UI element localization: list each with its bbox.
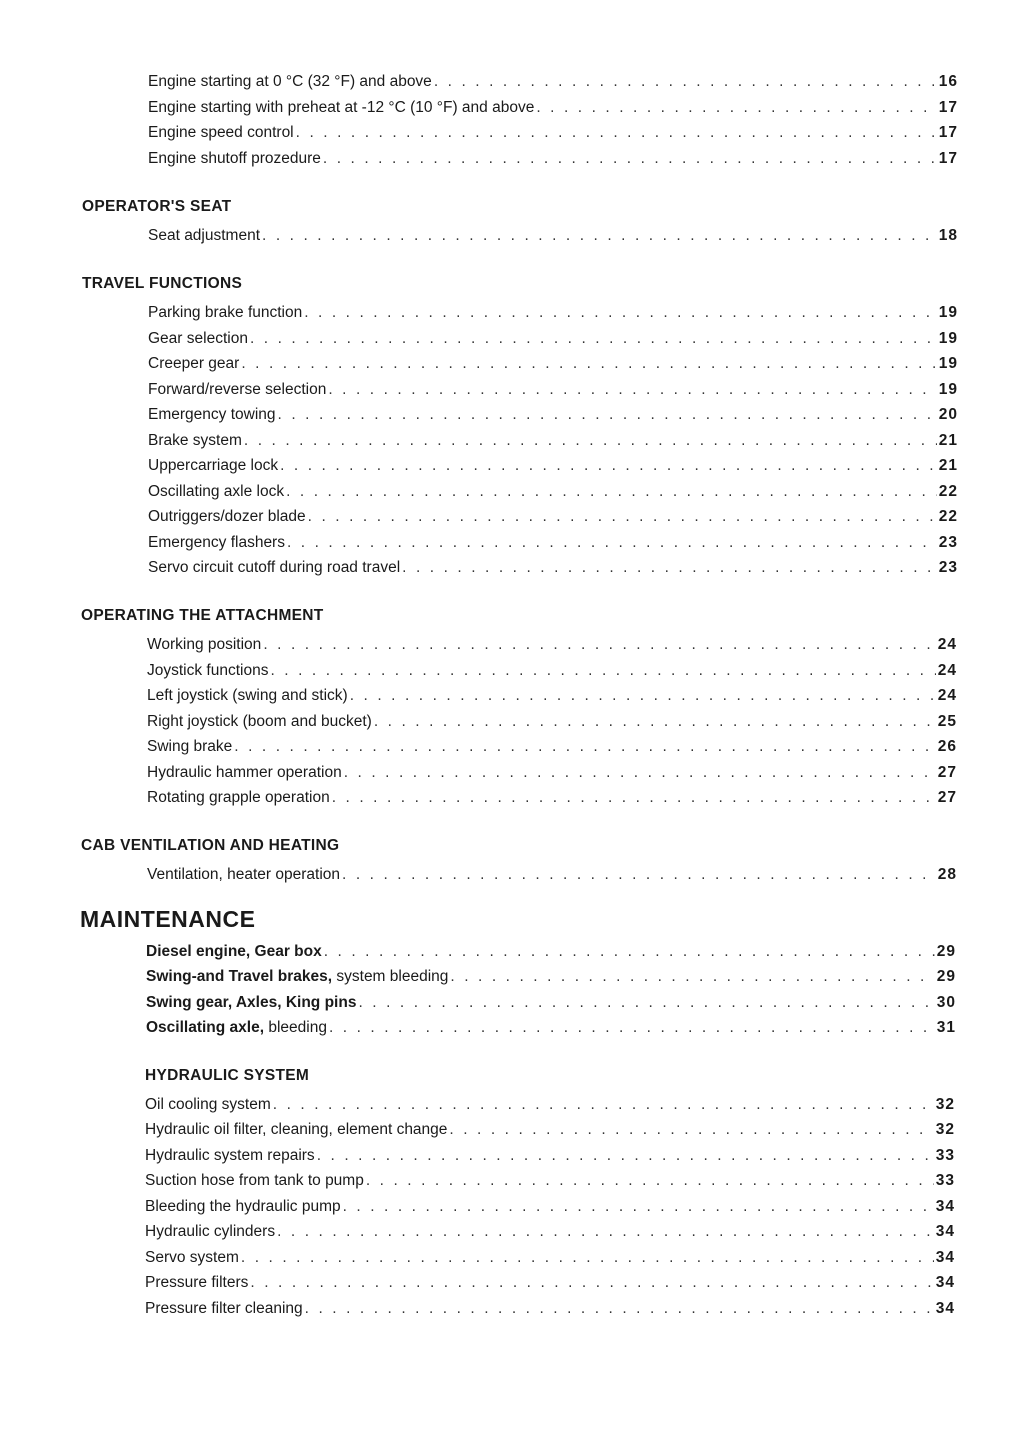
toc-page-number: 17 (938, 124, 958, 141)
toc-page-number: 22 (938, 483, 958, 500)
toc-entry[interactable] (148, 478, 958, 502)
toc-entry-text: Forward/reverse selection (148, 381, 327, 398)
toc-entry-text: Engine shutoff prozedure (148, 150, 321, 167)
toc-entry[interactable] (148, 503, 958, 527)
dot-leader (241, 1248, 934, 1268)
toc-entry[interactable] (145, 1142, 955, 1166)
toc-entry-text: Hydraulic cylinders (145, 1223, 276, 1240)
dot-leader (262, 226, 937, 246)
toc-page-number: 32 (935, 1096, 955, 1113)
dot-leader (332, 788, 936, 808)
dot-leader (273, 1095, 934, 1115)
toc-entry[interactable] (147, 631, 957, 655)
toc-entry-plain-text: bleeding (264, 1019, 327, 1036)
toc-page-number: 16 (938, 73, 958, 90)
toc-page-number: 23 (938, 534, 958, 551)
toc-page-number: 19 (938, 330, 958, 347)
toc-entry-bold-text: Oscillating axle, (146, 1019, 265, 1036)
toc-entry-text: Seat adjustment (148, 227, 261, 244)
toc-entry-text: Rotating grapple operation (147, 789, 330, 806)
toc-entry[interactable] (148, 376, 958, 400)
toc-page-number: 18 (938, 227, 958, 244)
toc-entry[interactable] (147, 733, 957, 757)
toc-page-number: 27 (937, 764, 957, 781)
toc-entry-text: Engine speed control (148, 124, 294, 141)
toc-entry[interactable] (145, 1218, 955, 1242)
toc-entry[interactable] (148, 529, 958, 553)
toc-entry-text: Engine starting at 0 °C (32 °F) and above (148, 73, 432, 90)
toc-entry-text: Left joystick (swing and stick) (147, 687, 348, 704)
dot-leader (280, 456, 937, 476)
toc-entry[interactable] (147, 657, 957, 681)
toc-page-number: 24 (937, 687, 957, 704)
toc-entry-text (146, 993, 356, 1013)
dot-leader (278, 405, 937, 425)
toc-entry[interactable] (145, 1244, 955, 1268)
toc-entry[interactable] (148, 325, 958, 349)
section-heading-operating-attachment: OPERATING THE ATTACHMENT (81, 607, 324, 624)
toc-entry[interactable] (148, 119, 958, 143)
dot-leader (277, 1222, 934, 1242)
section-heading-operators-seat: OPERATOR'S SEAT (82, 198, 232, 215)
toc-entry[interactable] (146, 938, 956, 962)
toc-entry[interactable] (148, 68, 958, 92)
toc-page-number: 21 (938, 457, 958, 474)
toc-entry-text: Servo system (145, 1249, 239, 1266)
dot-leader (450, 967, 934, 987)
dot-leader (324, 942, 935, 962)
toc-entry[interactable] (147, 861, 957, 885)
dot-leader (250, 1273, 933, 1293)
toc-entry[interactable] (146, 1014, 956, 1038)
toc-entry-text: Emergency flashers (148, 534, 285, 551)
toc-entry[interactable] (148, 222, 958, 246)
toc-entry[interactable] (145, 1193, 955, 1217)
toc-page-number: 28 (937, 866, 957, 883)
toc-entry-text: Swing brake (147, 738, 233, 755)
toc-entry-text: Oil cooling system (145, 1096, 271, 1113)
toc-page-number: 29 (936, 943, 956, 960)
dot-leader (250, 329, 937, 349)
dot-leader (244, 431, 937, 451)
toc-entry-text: Uppercarriage lock (148, 457, 279, 474)
dot-leader (350, 686, 936, 706)
toc-page-number: 19 (938, 381, 958, 398)
toc-entry[interactable] (148, 350, 958, 374)
dot-leader (241, 354, 936, 374)
toc-page-number: 24 (937, 636, 957, 653)
dot-leader (286, 482, 937, 502)
dot-leader (358, 993, 934, 1013)
toc-entry[interactable] (147, 759, 957, 783)
toc-page-number: 33 (935, 1172, 955, 1189)
toc-page-number: 34 (935, 1198, 955, 1215)
dot-leader (323, 149, 937, 169)
toc-entry[interactable] (148, 299, 958, 323)
toc-entry[interactable] (148, 401, 958, 425)
toc-entry-text: Pressure filters (145, 1274, 249, 1291)
dot-leader (270, 661, 935, 681)
toc-entry-text: Hydraulic hammer operation (147, 764, 342, 781)
dot-leader (287, 533, 937, 553)
toc-entry-text (146, 942, 322, 962)
toc-entry-text: Joystick functions (147, 662, 269, 679)
toc-entry-text: Oscillating axle lock (148, 483, 285, 500)
toc-page-number: 17 (938, 150, 958, 167)
dot-leader (305, 1299, 934, 1319)
toc-entry[interactable] (148, 554, 958, 578)
toc-entry-bold-text: Swing gear, Axles, King pins (146, 994, 357, 1011)
toc-entry-text: Hydraulic system repairs (145, 1147, 315, 1164)
toc-page-number: 21 (938, 432, 958, 449)
dot-leader (304, 303, 937, 323)
toc-page-number: 24 (937, 662, 957, 679)
toc-entry[interactable] (148, 452, 958, 476)
toc-entry[interactable] (145, 1116, 955, 1140)
toc-entry-text: Bleeding the hydraulic pump (145, 1198, 341, 1215)
toc-entry[interactable] (146, 963, 956, 987)
toc-entry[interactable] (145, 1091, 955, 1115)
toc-entry-text: Outriggers/dozer blade (148, 508, 306, 525)
toc-entry[interactable] (147, 784, 957, 808)
toc-page-number: 34 (935, 1223, 955, 1240)
toc-entry-text: Pressure filter cleaning (145, 1300, 303, 1317)
toc-page-number: 25 (937, 713, 957, 730)
toc-page-number: 34 (935, 1249, 955, 1266)
dot-leader (263, 635, 935, 655)
toc-page-number: 20 (938, 406, 958, 423)
toc-page-number: 26 (937, 738, 957, 755)
toc-page-number: 33 (935, 1147, 955, 1164)
section-heading-cab-ventilation: CAB VENTILATION AND HEATING (81, 837, 340, 854)
dot-leader (449, 1120, 933, 1140)
toc-page-number: 32 (935, 1121, 955, 1138)
toc-page-number: 22 (938, 508, 958, 525)
toc-entry-text: Servo circuit cutoff during road travel (148, 559, 401, 576)
toc-page-number: 34 (935, 1274, 955, 1291)
toc-page-number: 31 (936, 1019, 956, 1036)
toc-entry-text: Parking brake function (148, 304, 303, 321)
toc-entry[interactable] (146, 989, 956, 1013)
toc-entry[interactable] (145, 1167, 955, 1191)
dot-leader (317, 1146, 934, 1166)
dot-leader (536, 98, 936, 118)
dot-leader (234, 737, 935, 757)
toc-page-number: 27 (937, 789, 957, 806)
toc-page-number: 17 (938, 99, 958, 116)
toc-entry-bold-text: Diesel engine, Gear box (146, 943, 322, 960)
toc-entry-text: Emergency towing (148, 406, 276, 423)
chapter-heading-maintenance: MAINTENANCE (80, 906, 256, 932)
toc-entry-text: Suction hose from tank to pump (145, 1172, 364, 1189)
dot-leader (402, 558, 937, 578)
dot-leader (366, 1171, 934, 1191)
toc-entry[interactable] (145, 1295, 955, 1319)
dot-leader (329, 1018, 935, 1038)
toc-entry-text: Brake system (148, 432, 242, 449)
toc-page-number: 29 (936, 968, 956, 985)
dot-leader (328, 380, 936, 400)
toc-entry-text (146, 1018, 327, 1038)
toc-entry-text: Gear selection (148, 330, 248, 347)
toc-page-number: 23 (938, 559, 958, 576)
toc-entry[interactable] (148, 94, 958, 118)
toc-entry-text: Engine starting with preheat at -12 °C (10 °F) and above (148, 99, 535, 116)
toc-entry-text: Right joystick (boom and bucket) (147, 713, 372, 730)
dot-leader (434, 72, 937, 92)
toc-entry-text (146, 967, 448, 987)
toc-entry-text: Creeper gear (148, 355, 240, 372)
dot-leader (296, 123, 937, 143)
toc-entry[interactable] (148, 145, 958, 169)
toc-entry[interactable] (147, 708, 957, 732)
dot-leader (374, 712, 936, 732)
dot-leader (343, 1197, 934, 1217)
toc-page-number: 30 (936, 994, 956, 1011)
toc-entry-text: Hydraulic oil filter, cleaning, element change (145, 1121, 448, 1138)
section-heading-hydraulic-system: HYDRAULIC SYSTEM (145, 1067, 310, 1084)
toc-entry[interactable] (145, 1269, 955, 1293)
toc-entry[interactable] (148, 427, 958, 451)
toc-page-number: 19 (938, 304, 958, 321)
toc-page-number: 19 (938, 355, 958, 372)
toc-entry-text: Working position (147, 636, 262, 653)
dot-leader (308, 507, 937, 527)
toc-entry-bold-text: Swing-and Travel brakes, (146, 968, 333, 985)
toc-entry-plain-text: system bleeding (332, 968, 449, 985)
toc-entry[interactable] (147, 682, 957, 706)
section-heading-travel-functions: TRAVEL FUNCTIONS (82, 275, 243, 292)
dot-leader (344, 763, 936, 783)
dot-leader (342, 865, 936, 885)
toc-page-number: 34 (935, 1300, 955, 1317)
toc-entry-text: Ventilation, heater operation (147, 866, 341, 883)
